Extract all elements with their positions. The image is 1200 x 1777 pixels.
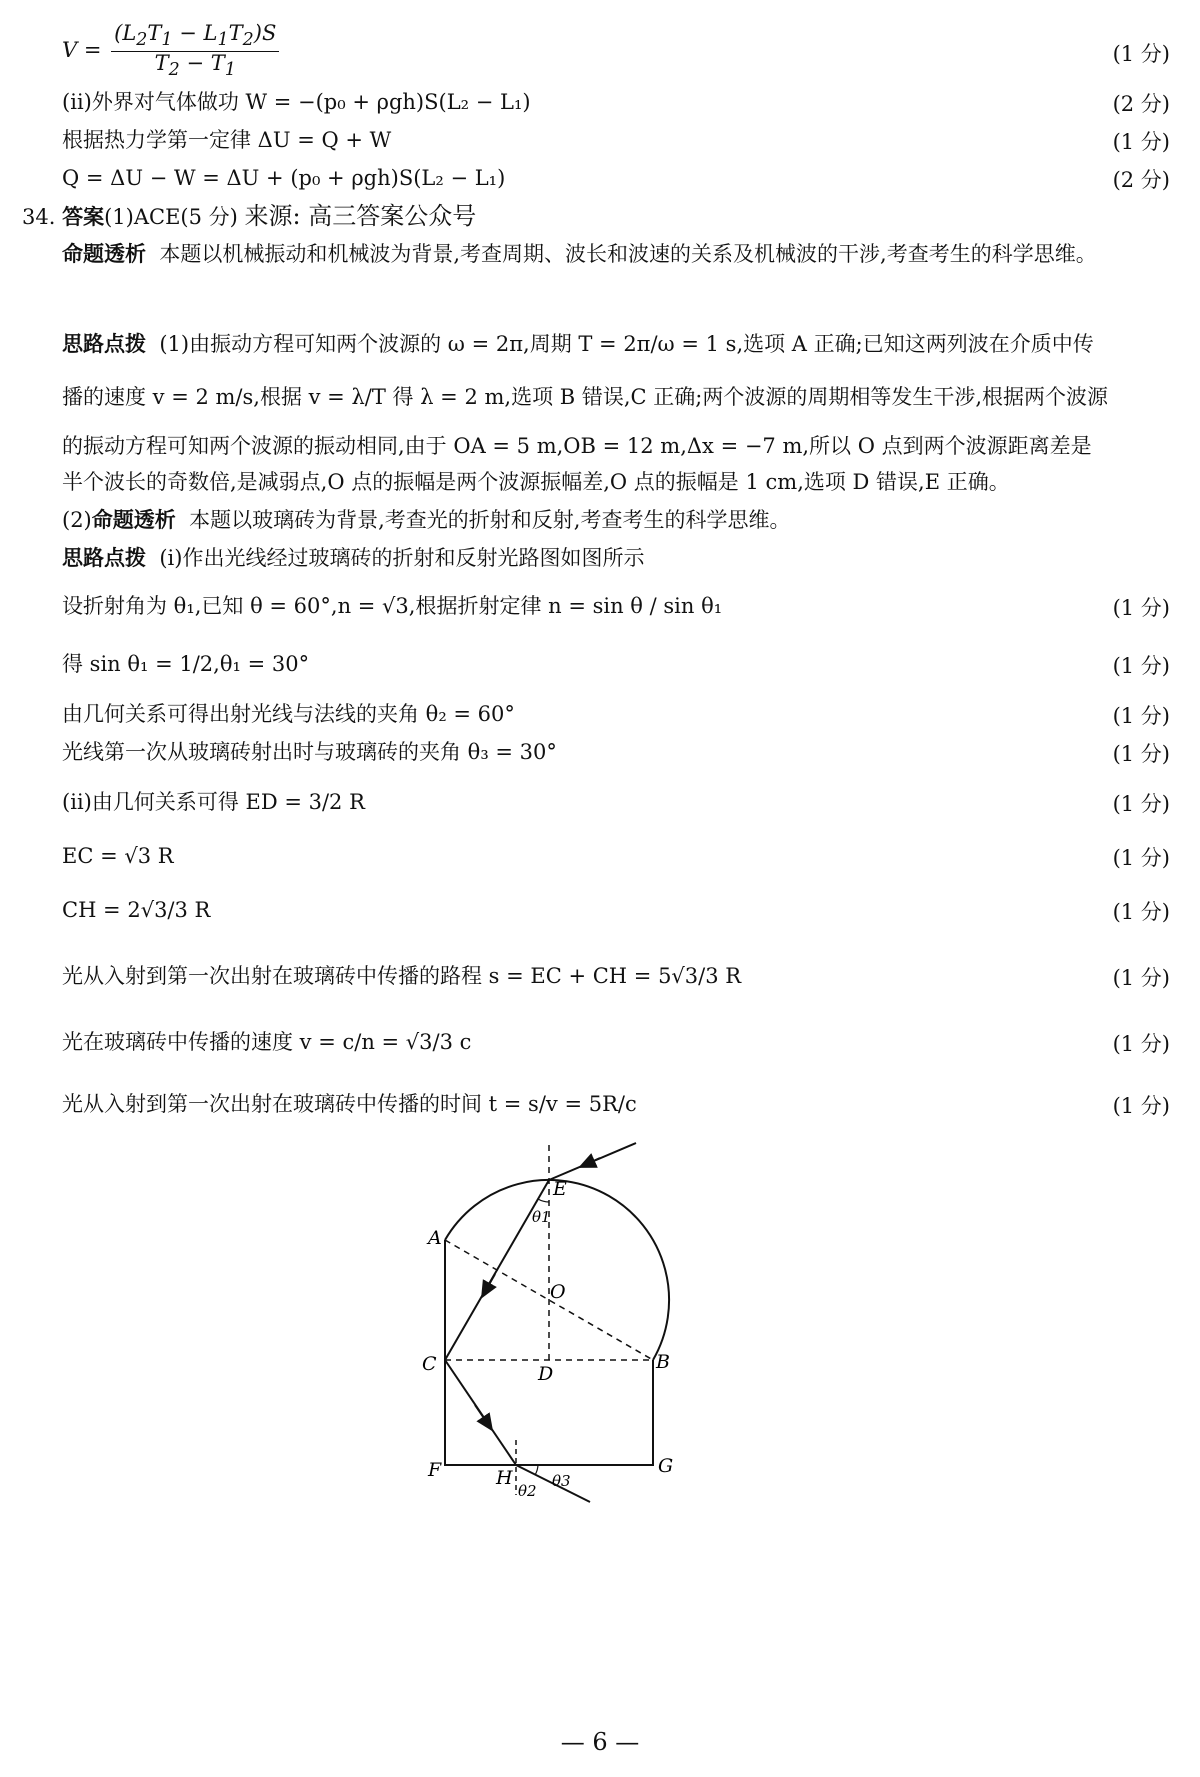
- score-step1: (1 分): [1112, 596, 1170, 620]
- incident-arrow: [580, 1158, 600, 1167]
- theta1-arc: [538, 1199, 549, 1202]
- label-e: E: [553, 1178, 567, 1200]
- score-step3: (1 分): [1112, 704, 1170, 728]
- label-b: B: [656, 1351, 670, 1373]
- step-sin-theta1: 得 sin θ₁ = 1/2,θ₁ = 30°: [62, 652, 310, 676]
- answer-text: (1)ACE(5 分): [104, 205, 238, 229]
- step-speed: 光在玻璃砖中传播的速度 v = c/n = √3/3 c: [62, 1030, 472, 1054]
- score-step5: (1 分): [1112, 792, 1170, 816]
- analysis-paragraph-2: (2)命题透析 本题以玻璃砖为背景,考查光的折射和反射,考查考生的科学思维。: [62, 508, 791, 532]
- score-line4: (2 分): [1112, 168, 1170, 192]
- step-theta3: 光线第一次从玻璃砖射出时与玻璃砖的夹角 θ₃ = 30°: [62, 740, 557, 764]
- solution-paragraph-1a: 思路点拨 (1)由振动方程可知两个波源的 ω = 2π,周期 T = 2π/ω = 1 s,选项 A 正确;已知这两列波在介质中传: [62, 332, 1094, 356]
- label-theta2: θ2: [518, 1482, 537, 1500]
- solution-paragraph-2: 思路点拨 (ⅰ)作出光线经过玻璃砖的折射和反射光路图如图所示: [62, 546, 645, 570]
- line-work: (ⅱ)外界对气体做功 W = −(p₀ + ρgh)S(L₂ − L₁): [62, 90, 531, 114]
- label-theta1: θ1: [532, 1208, 551, 1226]
- solution-label: 思路点拨: [62, 332, 146, 356]
- score-step2: (1 分): [1112, 654, 1170, 678]
- solution-paragraph-1b: 播的速度 v = 2 m/s,根据 v = λ/T 得 λ = 2 m,选项 B 错误,C 正确;两个波源的周期相等发生干涉,根据两个波源: [62, 385, 1109, 409]
- step-refraction-law: 设折射角为 θ₁,已知 θ = 60°,n = √3,根据折射定律 n = sin θ / sin θ₁: [62, 594, 723, 618]
- solution-paragraph-1c: 的振动方程可知两个波源的振动相同,由于 OA = 5 m,OB = 12 m,Δx = −7 m,所以 O 点到两个波源距离差是: [62, 434, 1092, 458]
- step-ed: (ⅱ)由几何关系可得 ED = 3/2 R: [62, 790, 365, 814]
- label-c: C: [422, 1353, 437, 1375]
- step-path-length: 光从入射到第一次出射在玻璃砖中传播的路程 s = EC + CH = 5√3/3 R: [62, 964, 742, 988]
- refracted-ray: [445, 1180, 549, 1360]
- analysis-paragraph-1: 命题透析 本题以机械振动和机械波为背景,考查周期、波长和波速的关系及机械波的干涉,考查考生的科学思维。: [62, 242, 1097, 266]
- label-h: H: [496, 1467, 513, 1489]
- answer-label: 答案: [62, 205, 105, 229]
- page-number: — 6 —: [560, 1728, 640, 1756]
- label-a: A: [428, 1227, 442, 1249]
- score-line2: (2 分): [1112, 92, 1170, 116]
- line-heat: Q = ΔU − W = ΔU + (p₀ + ρgh)S(L₂ − L₁): [62, 166, 506, 190]
- score-step4: (1 分): [1112, 742, 1170, 766]
- label-theta3: θ3: [552, 1472, 571, 1490]
- question-number: 34.: [22, 205, 56, 229]
- refracted-arrow: [482, 1274, 495, 1297]
- step-time: 光从入射到第一次出射在玻璃砖中传播的时间 t = s/v = 5R/c: [62, 1092, 637, 1116]
- reflected-arrow: [475, 1405, 492, 1430]
- label-f: F: [428, 1459, 442, 1481]
- label-d: D: [538, 1363, 554, 1385]
- glass-rect: [445, 1240, 653, 1465]
- score-line3: (1 分): [1112, 130, 1170, 154]
- score-line1: (1 分): [1112, 42, 1170, 66]
- q34-header: [22, 202, 1170, 231]
- formula-volume: V = $\frac{(L_2T_1 - L_1T_2)S}{T_2 - T_1}$: [62, 22, 1170, 81]
- step-ch: CH = 2√3/3 R: [62, 898, 211, 922]
- label-g: G: [658, 1455, 674, 1477]
- score-step8: (1 分): [1112, 966, 1170, 990]
- score-step6: (1 分): [1112, 846, 1170, 870]
- step-theta2: 由几何关系可得出射光线与法线的夹角 θ₂ = 60°: [62, 702, 515, 726]
- line-first-law: 根据热力学第一定律 ΔU = Q + W: [62, 128, 392, 152]
- step-ec: EC = √3 R: [62, 844, 174, 868]
- label-o: O: [550, 1281, 566, 1303]
- optics-diagram: [400, 1140, 760, 1700]
- score-step7: (1 分): [1112, 900, 1170, 924]
- source-note: 来源: 高三答案公众号: [244, 202, 477, 230]
- theta3-arc: [535, 1465, 538, 1475]
- glass-arc: [445, 1180, 669, 1360]
- solution-paragraph-1d: 半个波长的奇数倍,是减弱点,O 点的振幅是两个波源振幅差,O 点的振幅是 1 cm,选项 D 错误,E 正确。: [62, 470, 1010, 494]
- score-step9: (1 分): [1112, 1032, 1170, 1056]
- score-step10: (1 分): [1112, 1094, 1170, 1118]
- analysis-label: 命题透析: [62, 242, 146, 266]
